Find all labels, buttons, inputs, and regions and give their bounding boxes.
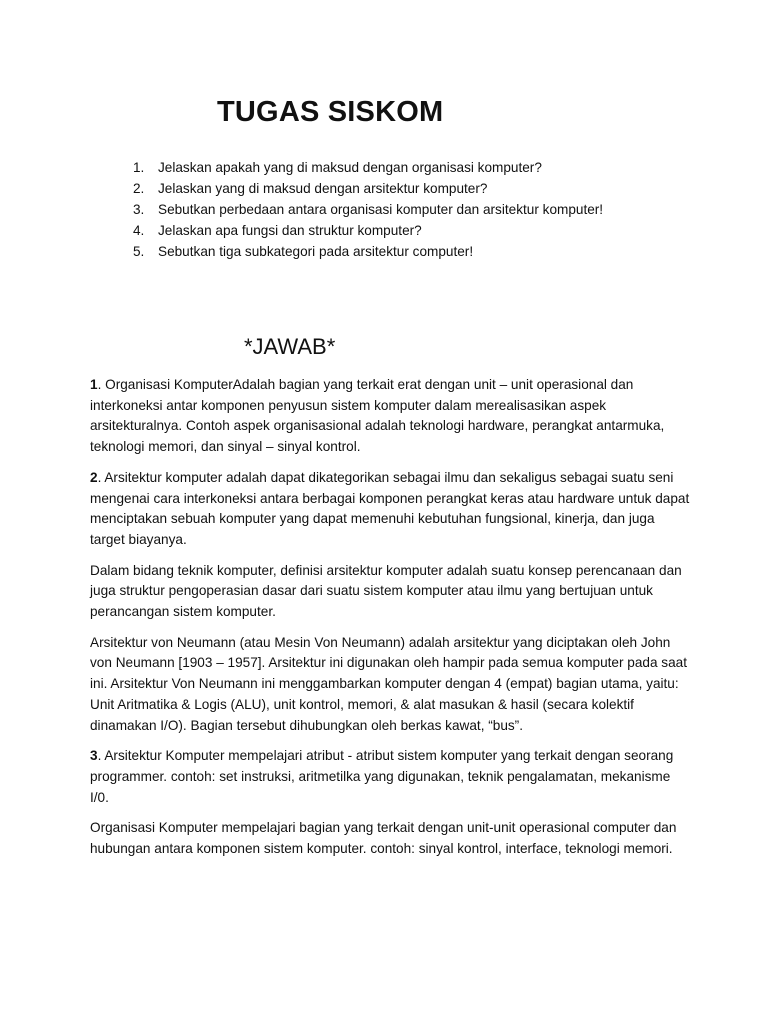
answer-section xyxy=(90,375,690,870)
answer-text: Organisasi Komputer mempelajari bagian yang terkait dengan unit-unit operasional computer dan hubungan antara komponen sistem komputer. contoh: sinyal kontrol, interface, teknologi memori. xyxy=(90,820,677,857)
answer-paragraph xyxy=(90,818,690,859)
answer-text: . Arsitektur Komputer mempelajari atribut - atribut sistem komputer yang terkait dengan seorang programmer. contoh: set instruksi, aritmetilka yang digunakan, teknik pengalamatan, mekanisme I/0. xyxy=(90,748,674,805)
answer-number: 3 xyxy=(90,748,98,764)
answer-paragraph xyxy=(90,746,690,808)
question-text: Sebutkan perbedaan antara organisasi komputer dan arsitektur komputer! xyxy=(158,202,604,217)
question-text: Sebutkan tiga subkategori pada arsitektur computer! xyxy=(158,244,474,259)
answer-heading: *JAWAB* xyxy=(244,334,336,359)
answer-text: Arsitektur von Neumann (atau Mesin Von Neumann) adalah arsitektur yang diciptakan oleh John von Neumann [1903 – 1957]. Arsitektur ini digunakan oleh hampir pada semua komputer pada saat ini. Arsitektur Von Neumann ini menggambarkan komputer dengan 4 (empat) bagian utama, yaitu: Unit Aritmatika & Logis (ALU), unit kontrol, memori, & alat masukan & hasil (secara kolektif dinamakan I/O). Bagian tersebut dihubungkan oleh berkas kawat, “bus”. xyxy=(90,634,687,733)
question-item xyxy=(133,178,603,199)
question-item xyxy=(133,157,603,178)
answer-paragraph xyxy=(90,468,690,551)
question-number: 4. xyxy=(133,223,145,238)
answer-number: 2 xyxy=(90,469,98,485)
answer-paragraph xyxy=(90,633,690,737)
question-list xyxy=(133,157,603,262)
question-number: 3. xyxy=(133,202,145,217)
answer-text: . Organisasi KomputerAdalah bagian yang terkait erat dengan unit – unit operasional dan interkoneksi antar komponen penyusun sistem komputer dalam merealisasikan aspek arsitekturalnya. Contoh aspek organisasional adalah teknologi hardware, perangkat antarmuka, teknologi memori, dan sinyal – sinyal kontrol. xyxy=(90,377,665,455)
question-item xyxy=(133,241,603,262)
question-item xyxy=(133,220,603,241)
document-title: TUGAS SISKOM xyxy=(217,96,444,128)
answer-number: 1 xyxy=(90,377,98,392)
question-number: 2. xyxy=(133,181,145,196)
answer-text: . Arsitektur komputer adalah dapat dikategorikan sebagai ilmu dan sekaligus sebagai suatu seni mengenai cara interkoneksi antara berbagai komponen perangkat keras atau hardware untuk dapat menciptakan sebuah komputer yang dapat memenuhi kebutuhan fungsional, kinerja, dan juga target biayanya. xyxy=(90,469,690,547)
question-text: Jelaskan yang di maksud dengan arsitektur komputer? xyxy=(158,181,488,196)
question-number: 5. xyxy=(133,244,145,259)
answer-text: Dalam bidang teknik komputer, definisi arsitektur komputer adalah suatu konsep perencanaan dan juga struktur pengoperasian dasar dari suatu sistem komputer atau ilmu yang bertujuan untuk perancangan sistem komputer. xyxy=(90,562,682,620)
question-text: Jelaskan apa fungsi dan struktur komputer? xyxy=(158,223,422,238)
answer-paragraph xyxy=(90,375,690,458)
answer-paragraph xyxy=(90,561,690,623)
question-item xyxy=(133,199,603,220)
question-number: 1. xyxy=(133,160,145,175)
question-text: Jelaskan apakah yang di maksud dengan organisasi komputer? xyxy=(158,160,542,175)
